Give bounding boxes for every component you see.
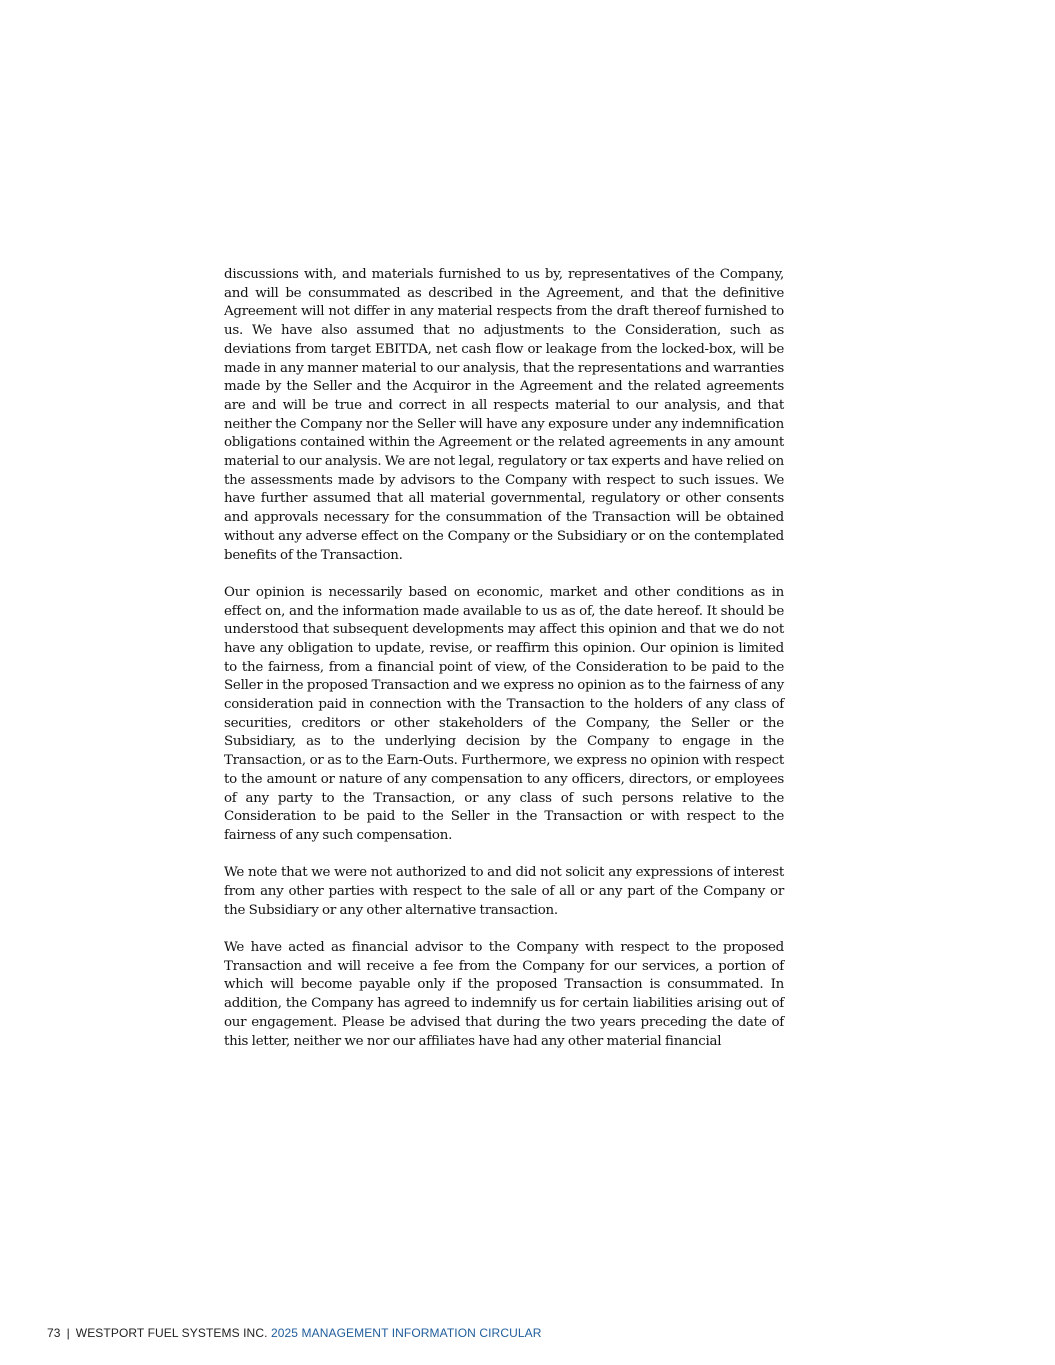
footer-company: WESTPORT FUEL SYSTEMS INC. (75, 1326, 268, 1340)
letter-body (224, 266, 784, 1070)
paragraph-no-solicitation: We note that we were not authorized to and did not solicit any expressions of interest from any other parties with respect to the sale of all or any part of the Company or the Subsidiary or any other alternative transaction. (224, 865, 784, 918)
paragraph-opinion-basis: Our opinion is necessarily based on economic, market and other conditions as in effect on, and the information made available to us as of, the date hereof. It should be understood that subsequent developments may affect this opinion and that we do not have any obligation to update, revise, or reaffirm this opinion. Our opinion is limited to the fairness, from a financial point of view, of the Consideration to be paid to the Seller in the proposed Transaction and we express no opinion as to the fairness of any consideration paid in connection with the Transaction to the holders of any class of securities, creditors or other stakeholders of the Company, the Seller or the Subsidiary, as to the underlying decision by the Company to engage in the Transaction, or as to the Earn-Outs. Furthermore, we express no opinion with respect to the amount or nature of any compensation to any officers, directors, or employees of any party to the Transaction, or any class of such persons relative to the Consideration to be paid to the Seller in the Transaction or with respect to the fairness of any such compensation. (224, 584, 784, 843)
page-number: 73 (47, 1326, 61, 1340)
paragraph-advisor-fee: We have acted as financial advisor to the Company with respect to the proposed Transaction and will receive a fee from the Company for our services, a portion of which will become payable only if the proposed Transaction is consummated. In addition, the Company has agreed to indemnify us for certain liabilities arising out of our engagement. Please be advised that during the two years preceding the date of this letter, neither we nor our affiliates have had any other material financial (224, 939, 784, 1049)
footer-separator: | (66, 1326, 70, 1340)
page-footer (47, 1326, 542, 1340)
paragraph-assumptions: discussions with, and materials furnished to us by, representatives of the Company, and will be consummated as described in the Agreement, and that the definitive Agreement will not differ in any material respects from the draft thereof furnished to us. We have also assumed that no adjustments to the Consideration, such as deviations from target EBITDA, net cash flow or leakage from the locked-box, will be made in any manner material to our analysis, that the representations and warranties made by the Seller and the Acquiror in the Agreement and the related agreements are and will be true and correct in all respects material to our analysis, and that neither the Company nor the Seller will have any exposure under any indemnification obligations contained within the Agreement or the related agreements in any amount material to our analysis. We are not legal, regulatory or tax experts and have relied on the assessments made by advisors to the Company with respect to such issues. We have further assumed that all material governmental, regulatory or other consents and approvals necessary for the consummation of the Transaction will be obtained without any adverse effect on the Company or the Subsidiary or on the contemplated benefits of the Transaction. (224, 267, 784, 563)
footer-document-title: 2025 MANAGEMENT INFORMATION CIRCULAR (270, 1326, 542, 1340)
